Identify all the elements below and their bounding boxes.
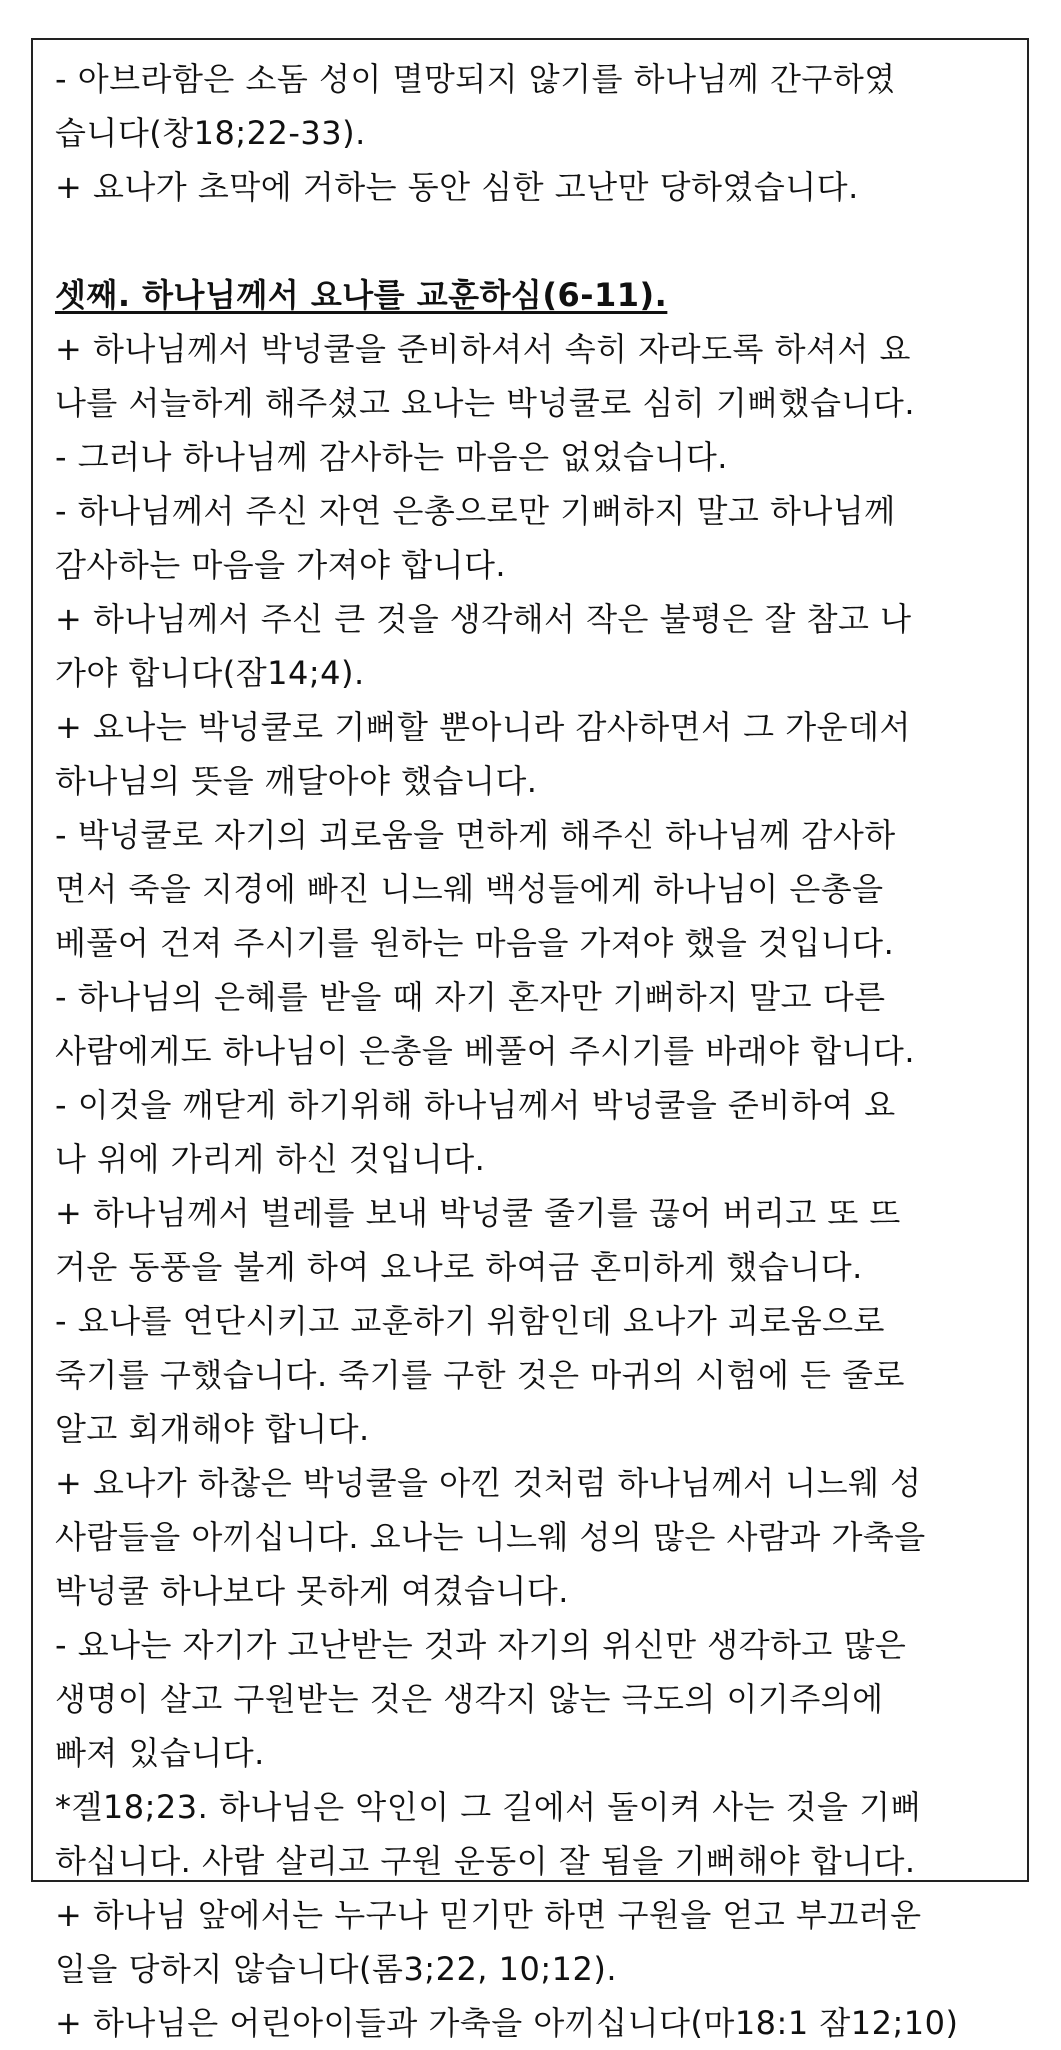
text-line: 습니다(창18;22-33).: [55, 114, 366, 152]
text-line: + 하나님께서 박넝쿨을 준비하셔서 속히 자라도록 하셔서 요: [55, 330, 911, 368]
text-line: + 하나님께서 벌레를 보내 박넝쿨 줄기를 끊어 버리고 또 뜨: [55, 1194, 901, 1232]
text-line: 하십니다. 사람 살리고 구원 운동이 잘 됨을 기뻐해야 합니다.: [55, 1842, 916, 1880]
text-line: *겔18;23. 하나님은 악인이 그 길에서 돌이켜 사는 것을 기뻐: [55, 1788, 922, 1826]
text-line: 알고 회개해야 합니다.: [55, 1410, 370, 1448]
text-line: 사람에게도 하나님이 은총을 베풀어 주시기를 바래야 합니다.: [55, 1032, 916, 1070]
text-line: 일을 당하지 않습니다(롬3;22, 10;12).: [55, 1950, 618, 1988]
text-line: 면서 죽을 지경에 빠진 니느웨 백성들에게 하나님이 은총을: [55, 870, 884, 908]
text-line: + 요나는 박넝쿨로 기뻐할 뿐아니라 감사하면서 그 가운데서: [55, 708, 911, 746]
text-line: + 하나님은 어린아이들과 가축을 아끼십니다(마18:1 잠12;10): [55, 2004, 959, 2042]
text-line: + 요나가 초막에 거하는 동안 심한 고난만 당하였습니다.: [55, 168, 859, 206]
blank-line: [55, 214, 1005, 268]
text-line: 생명이 살고 구원받는 것은 생각지 않는 극도의 이기주의에: [55, 1680, 884, 1718]
text-line: 감사하는 마음을 가져야 합니다.: [55, 546, 507, 584]
text-line: + 하나님 앞에서는 누구나 믿기만 하면 구원을 얻고 부끄러운: [55, 1896, 922, 1934]
document-page: [31, 38, 1029, 2042]
text-line: 거운 동풍을 불게 하여 요나로 하여금 혼미하게 했습니다.: [55, 1248, 863, 1286]
text-line: - 하나님의 은혜를 받을 때 자기 혼자만 기뻐하지 말고 다른: [55, 978, 886, 1016]
section-heading: 셋째. 하나님께서 요나를 교훈하심(6-11).: [55, 276, 668, 314]
text-line: + 요나가 하찮은 박넝쿨을 아낀 것처럼 하나님께서 니느웨 성: [55, 1464, 922, 1502]
text-line: + 하나님께서 주신 큰 것을 생각해서 작은 불평은 잘 참고 나: [55, 600, 912, 638]
text-line: - 하나님께서 주신 자연 은총으로만 기뻐하지 말고 하나님께: [55, 492, 896, 530]
text-line: - 그러나 하나님께 감사하는 마음은 없었습니다.: [55, 438, 728, 476]
text-line: 박넝쿨 하나보다 못하게 여겼습니다.: [55, 1572, 569, 1610]
text-line: 나 위에 가리게 하신 것입니다.: [55, 1140, 486, 1178]
text-line: - 이것을 깨닫게 하기위해 하나님께서 박넝쿨을 준비하여 요: [55, 1086, 896, 1124]
text-line: - 요나를 연단시키고 교훈하기 위함인데 요나가 괴로움으로: [55, 1302, 885, 1340]
text-line: 가야 합니다(잠14;4).: [55, 654, 365, 692]
text-line: 나를 서늘하게 해주셨고 요나는 박넝쿨로 심히 기뻐했습니다.: [55, 384, 916, 422]
text-line: 사람들을 아끼십니다. 요나는 니느웨 성의 많은 사람과 가축을: [55, 1518, 926, 1556]
text-line: 죽기를 구했습니다. 죽기를 구한 것은 마귀의 시험에 든 줄로: [55, 1356, 905, 1394]
text-line: - 아브라함은 소돔 성이 멸망되지 않기를 하나님께 간구하였: [55, 60, 896, 98]
text-line: - 박넝쿨로 자기의 괴로움을 면하게 해주신 하나님께 감사하: [55, 816, 896, 854]
text-line: - 요나는 자기가 고난받는 것과 자기의 위신만 생각하고 많은: [55, 1626, 907, 1664]
text-line: 베풀어 건져 주시기를 원하는 마음을 가져야 했을 것입니다.: [55, 924, 895, 962]
text-line: 빠져 있습니다.: [55, 1734, 265, 1772]
text-line: 하나님의 뜻을 깨달아야 했습니다.: [55, 762, 538, 800]
